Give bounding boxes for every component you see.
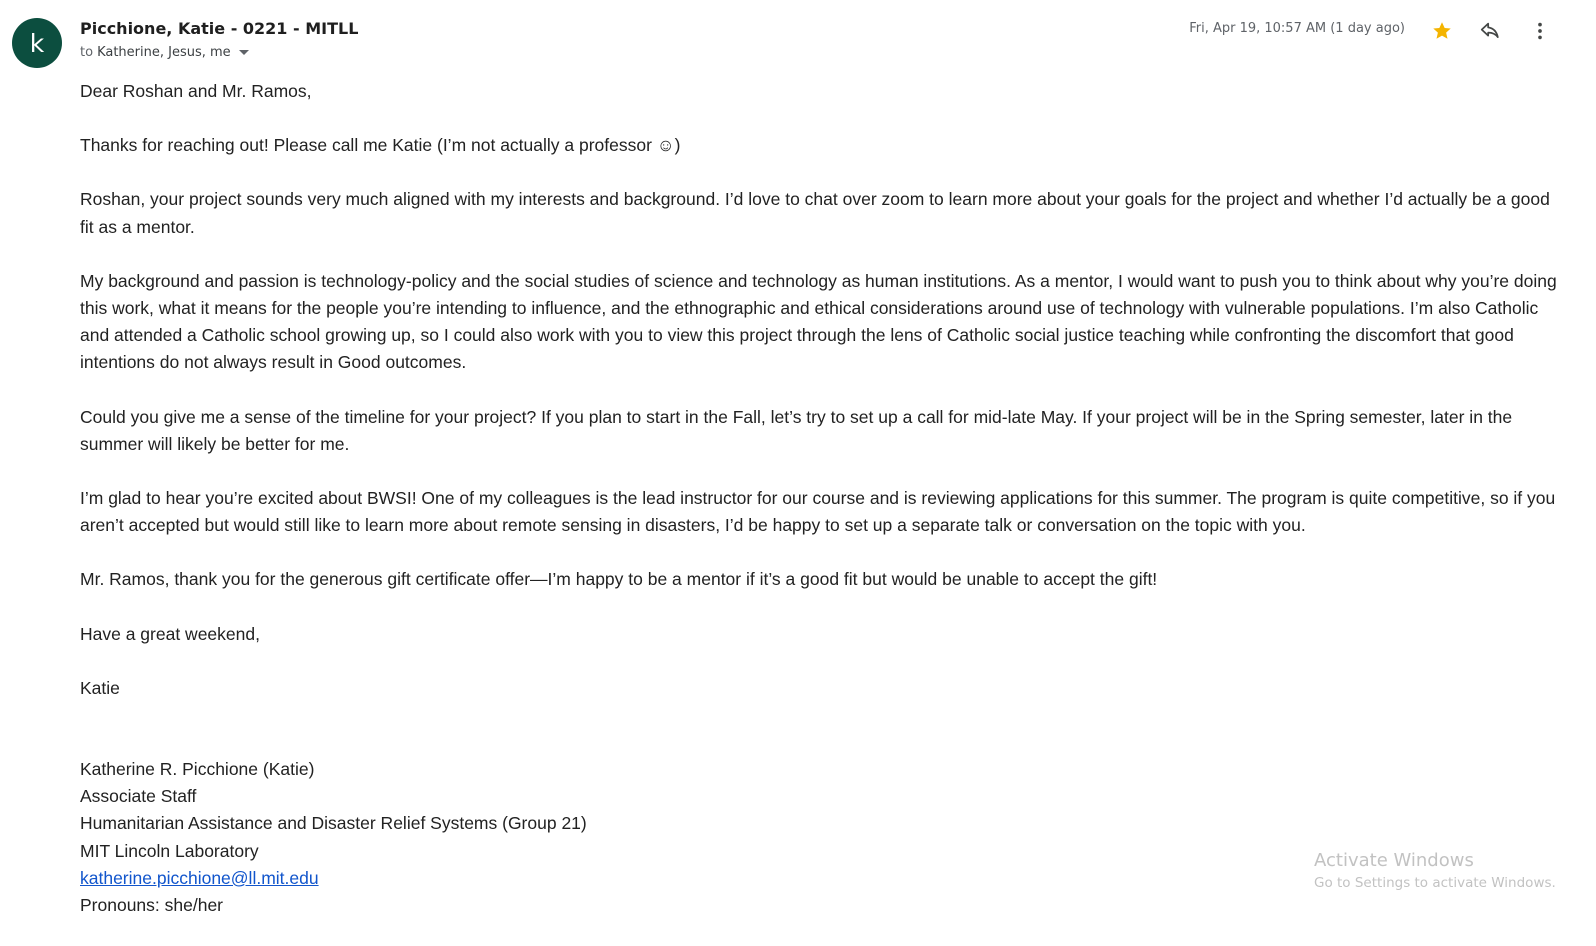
reply-icon bbox=[1479, 20, 1501, 42]
signature-group: Humanitarian Assistance and Disaster Relief Systems (Group 21) bbox=[80, 813, 587, 834]
more-vert-icon bbox=[1529, 20, 1551, 42]
paragraph-2: Roshan, your project sounds very much aligned with my interests and background. I’d love to chat over zoom to learn more about your goals for the project and whether I’d actually be a good fit as a mentor. bbox=[80, 189, 1550, 237]
watermark-subtitle: Go to Settings to activate Windows. bbox=[1314, 875, 1556, 891]
closing-line: Have a great weekend, bbox=[80, 623, 260, 644]
avatar[interactable] bbox=[12, 18, 62, 68]
paragraph-4: Could you give me a sense of the timeline for your project? If you plan to start in the Fall, let’s try to set up a call for mid-late May. If your project will be in the Spring semester, later in the summer will likely be better for me. bbox=[80, 406, 1513, 454]
avatar-letter: k bbox=[29, 28, 45, 58]
chevron-down-icon[interactable] bbox=[239, 50, 249, 55]
message-body bbox=[80, 78, 1560, 919]
message-header bbox=[80, 14, 1596, 74]
signature-name: Katherine R. Picchione (Katie) bbox=[80, 759, 315, 780]
more-options-button[interactable] bbox=[1525, 16, 1555, 46]
paragraph-1: Thanks for reaching out! Please call me Katie (I’m not actually a professor ☺) bbox=[80, 135, 681, 156]
signature-block bbox=[80, 756, 1560, 919]
signoff-name: Katie bbox=[80, 677, 120, 698]
to-label: to bbox=[80, 45, 94, 60]
signature-title: Associate Staff bbox=[80, 786, 197, 807]
star-button[interactable] bbox=[1427, 16, 1457, 46]
sender-name[interactable]: Picchione, Katie - 0221 - MITLL bbox=[80, 19, 359, 38]
signature-pronouns: Pronouns: she/her bbox=[80, 895, 224, 916]
reply-button[interactable] bbox=[1475, 16, 1505, 46]
paragraph-5: I’m glad to hear you’re excited about BWSI! One of my colleagues is the lead instructor for our course and is reviewing applications for this summer. The program is quite competitive, so if you aren’t accepted but would still like to learn more about remote sensing in disasters, I’d be happy to set up a separate talk or conversation on the topic with you. bbox=[80, 488, 1556, 536]
message-date: Fri, Apr 19, 10:57 AM (1 day ago) bbox=[1189, 21, 1405, 36]
paragraph-3: My background and passion is technology-policy and the social studies of science and technology as human institutions. As a mentor, I would want to push you to think about why you’re doing this work, what it means for the people you’re intending to influence, and the ethnographic and ethical considerations around use of technology with vulnerable populations. I’m also Catholic and attended a Catholic school growing up, so I could also work with you to view this project through the lens of Catholic social justice teaching while confronting the discomfort that good intentions do not always result in Good outcomes. bbox=[80, 270, 1557, 373]
signature-organization: MIT Lincoln Laboratory bbox=[80, 840, 259, 861]
star-icon bbox=[1431, 20, 1453, 42]
signature-email-link[interactable]: katherine.picchione@ll.mit.edu bbox=[80, 867, 319, 888]
watermark-title: Activate Windows bbox=[1314, 850, 1474, 871]
recipient-names: Katherine, Jesus, me bbox=[97, 45, 231, 60]
paragraph-6: Mr. Ramos, thank you for the generous gift certificate offer—I’m happy to be a mentor if it’s a good fit but would be unable to accept the gift! bbox=[80, 569, 1158, 590]
greeting: Dear Roshan and Mr. Ramos, bbox=[80, 81, 312, 101]
recipients-line bbox=[80, 45, 249, 60]
